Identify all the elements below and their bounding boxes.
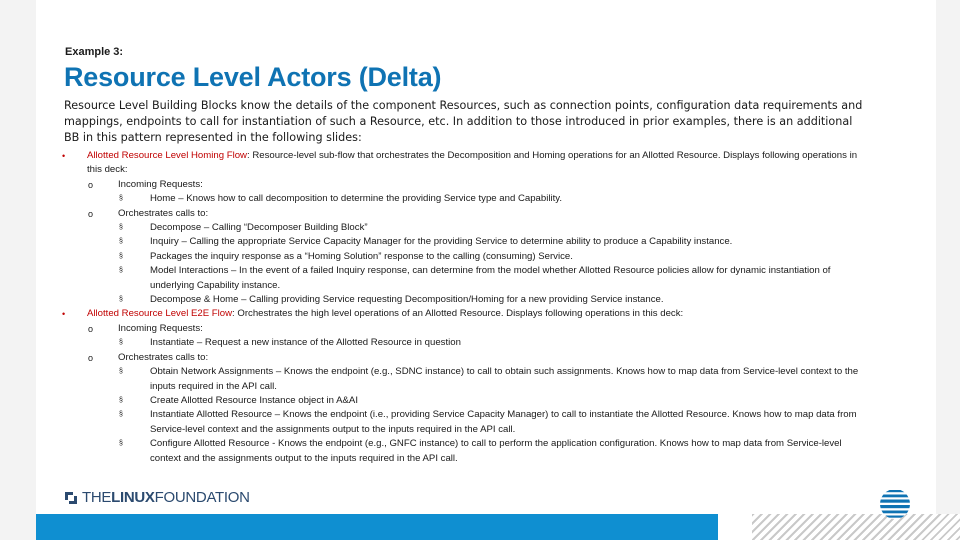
item-text: Packages the inquiry response as a “Homing Solution” response to the calling (consuming) Service.: [150, 250, 573, 262]
linux-foundation-logo: [64, 489, 250, 506]
sub-heading: Orchestrates calls to:: [118, 207, 209, 219]
list-item: [60, 221, 860, 235]
list-item: [60, 351, 860, 365]
square-marker: §: [119, 339, 123, 347]
sub-heading: Incoming Requests:: [118, 322, 203, 334]
sub-heading: Orchestrates calls to:: [118, 351, 209, 363]
list-item: [60, 336, 860, 350]
square-marker: §: [119, 411, 123, 419]
list-item: [60, 207, 860, 221]
square-marker: §: [119, 440, 123, 448]
bullet-heading: Allotted Resource Level E2E Flow: [87, 308, 233, 320]
bullet-list: [60, 149, 860, 466]
sub-heading: Incoming Requests:: [118, 178, 203, 190]
list-item: [60, 264, 860, 293]
intro-paragraph: Resource Level Building Blocks know the details of the component Resources, such as connection points, configuration data requirements and mappings, endpoints to call for instantiation of such a Resource, etc. In addition to those introduced in prior examples, there is an additional BB in this pattern represented in the following slides:: [64, 99, 863, 144]
list-item: [60, 408, 860, 437]
list-item: [60, 322, 860, 336]
linux-foundation-wordmark: THELINUXFOUNDATION: [82, 489, 250, 506]
item-text: Configure Allotted Resource - Knows the endpoint (e.g., GNFC instance) to call to perform the application configuration. Knows how to map data from Service-level context and the assignments output to the inputs required in the API call.: [150, 438, 842, 464]
bullet-text: : Orchestrates the high level operations of an Allotted Resource. Displays following operations in this deck:: [232, 308, 684, 320]
item-text: Create Allotted Resource Instance object in A&AI: [150, 394, 358, 406]
sub-marker: o: [88, 208, 94, 219]
bullet-heading: Allotted Resource Level Homing Flow: [87, 150, 247, 161]
square-marker: §: [119, 396, 123, 404]
list-item: [60, 149, 860, 178]
list-item: [60, 307, 860, 321]
att-globe-logo-icon: [878, 487, 912, 521]
list-item: [60, 250, 860, 264]
list-item: [60, 394, 860, 408]
bullet-marker: •: [62, 309, 66, 320]
square-marker: §: [119, 195, 123, 203]
square-marker: §: [119, 296, 123, 304]
item-text: Instantiate Allotted Resource – Knows the endpoint (i.e., providing Service Capacity Manager) to call to instantiate the Allotted Resource. Knows how to map data from Service-level context and the assignments output to the inputs required in the API call.: [150, 409, 857, 435]
list-item: [60, 178, 860, 192]
bullet-text: : Resource-level sub-flow that orchestrates the Decomposition and Homing operations for an Allotted Resource. Displays following operations in this deck:: [87, 150, 858, 176]
list-item: [60, 293, 860, 307]
sub-marker: o: [88, 179, 94, 190]
bottom-blue-band: [36, 514, 718, 540]
item-text: Model Interactions – In the event of a failed Inquiry response, can determine from the model whether Allotted Resource policies allow for dynamic instantiation of underlying Capability instance.: [150, 265, 831, 291]
square-marker: §: [119, 252, 123, 260]
square-marker: §: [119, 368, 123, 376]
right-margin-strip: [936, 0, 960, 540]
item-text: Decompose & Home – Calling providing Service requesting Decomposition/Homing for a new providing Service instance.: [150, 294, 664, 306]
item-text: Decompose – Calling “Decomposer Building Block”: [150, 222, 368, 234]
item-text: Instantiate – Request a new instance of the Allotted Resource in question: [150, 337, 461, 349]
slide-title: Resource Level Actors (Delta): [64, 62, 442, 92]
item-text: Inquiry – Calling the appropriate Service Capacity Manager for the providing Service to determine ability to produce a Capability instance.: [150, 236, 733, 248]
square-marker: §: [119, 267, 123, 275]
list-item: [60, 365, 860, 394]
linux-foundation-logo-icon: [64, 491, 78, 505]
item-text: Home – Knows how to call decomposition to determine the providing Service type and Capability.: [150, 193, 563, 205]
square-marker: §: [119, 224, 123, 232]
example-label: Example 3:: [65, 46, 124, 58]
left-margin-strip: [0, 0, 36, 540]
bottom-hatch-pattern: [752, 514, 960, 540]
sub-marker: o: [88, 323, 94, 334]
list-item: [60, 192, 860, 206]
square-marker: §: [119, 238, 123, 246]
list-item: [60, 437, 860, 466]
bullet-marker: •: [62, 151, 66, 161]
item-text: Obtain Network Assignments – Knows the endpoint (e.g., SDNC instance) to call to obtain such assignments. Knows how to map data from Service-level context to the inputs required in the API call.: [150, 366, 859, 392]
sub-marker: o: [88, 352, 94, 363]
list-item: [60, 235, 860, 249]
